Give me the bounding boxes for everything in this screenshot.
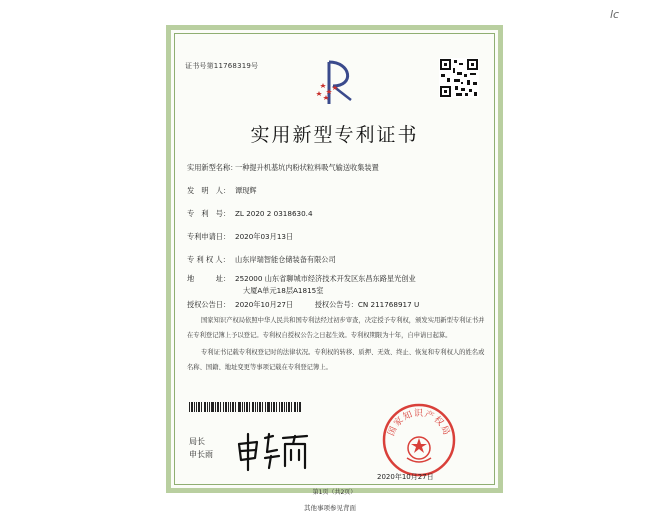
seal-date: 2020年10月27日	[377, 473, 434, 481]
row-label: 授权公告日：	[187, 300, 231, 309]
corner-handwritten-mark: lc	[610, 8, 620, 21]
official-seal	[381, 402, 457, 478]
row-value: 2020年03月13日	[235, 232, 294, 241]
seal-text: 国家知识产权局	[386, 409, 452, 438]
certificate-title: 实用新型专利证书	[250, 124, 419, 146]
row-address	[187, 274, 416, 284]
svg-text:国家知识产权局	[386, 407, 452, 438]
barcode-icon	[189, 402, 301, 412]
row-label: 专 利 号：	[187, 209, 231, 218]
patent-certificate	[166, 25, 503, 496]
address-line-2: 大厦A单元18层A1815室	[243, 286, 324, 295]
row-application-date	[187, 232, 293, 242]
back-page-note: 其他事项参见背面	[304, 504, 356, 512]
director-title: 局长	[189, 437, 205, 446]
row-patent-number	[187, 209, 313, 219]
row-value: 山东岸瑞智能仓储装备有限公司	[235, 255, 336, 264]
certificate-number: 证书号第11768319号	[185, 62, 259, 70]
row-label: 实用新型名称：	[187, 163, 238, 172]
row-label: 专利申请日：	[187, 232, 231, 241]
row-value: ZL 2020 2 0318630.4	[235, 209, 313, 218]
row-value: 一种提升机基坑内粉状粒料吸气输送收集装置	[235, 163, 379, 172]
notice-paragraph-2: 专利证书记载专利权登记时的法律状况。专利权的转移、质押、无效、终止、恢复和专利权人的姓名或名称、国籍、地址变更等事项记载在专利登记簿上。	[187, 349, 485, 371]
row-label: 专 利 权 人：	[187, 255, 230, 264]
notice-paragraph-1: 国家知识产权局依照中华人民共和国专利法经过初步审查，决定授予专利权，颁发实用新型专利证书并在专利登记簿上予以登记。专利权自授权公告之日起生效。专利权期限为十年，自申请日起算。	[187, 317, 485, 339]
row-value: 谭现辉	[235, 186, 257, 195]
director-signature	[235, 430, 311, 474]
row-label: 发 明 人：	[187, 186, 231, 195]
row-patentee	[187, 255, 336, 265]
cnipa-logo-icon	[311, 56, 363, 108]
row-value: 2020年10月27日 授权公告号：CN 211768917 U	[235, 300, 420, 309]
row-inventor	[187, 186, 257, 196]
row-grant-date	[187, 300, 419, 310]
qr-code-icon	[439, 58, 479, 98]
page-number: 第1页（共2页）	[312, 489, 357, 496]
row-label: 地 址：	[187, 274, 231, 283]
row-value: 252000 山东省聊城市经济技术开发区东昌东路星光创业	[235, 274, 416, 283]
row-utility-model-name	[187, 163, 379, 173]
director-name: 申长雨	[189, 450, 213, 459]
